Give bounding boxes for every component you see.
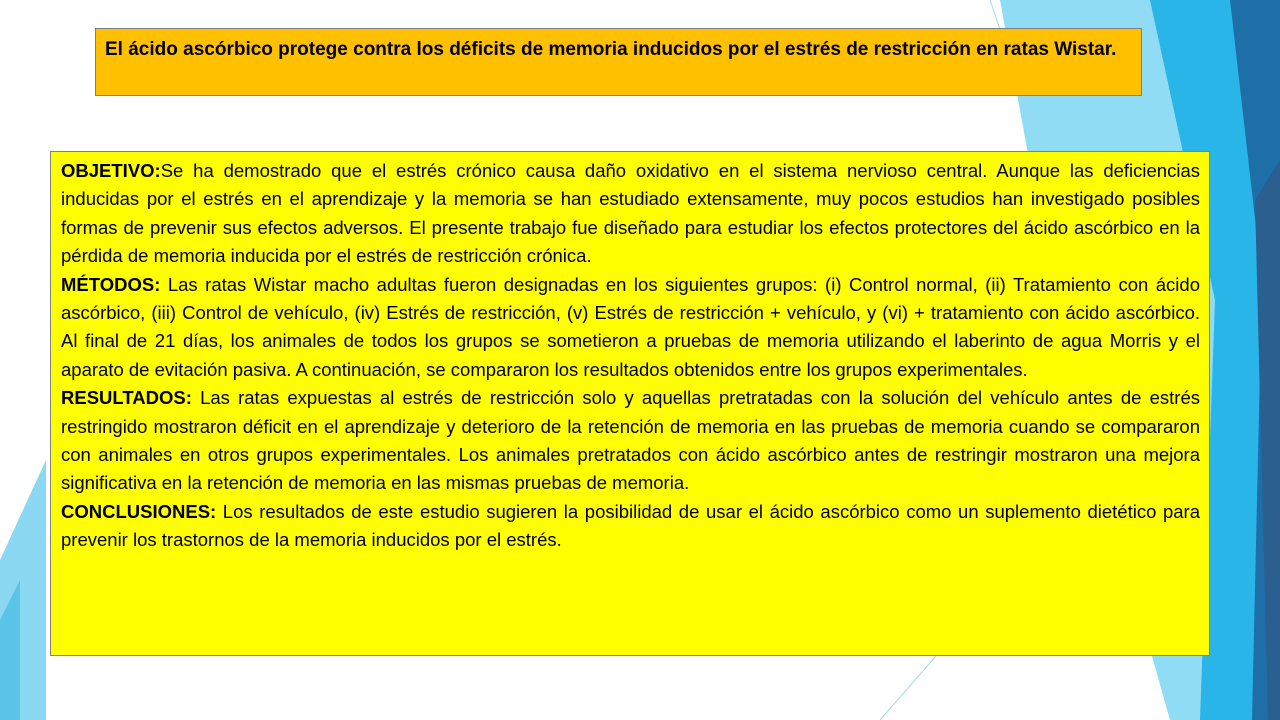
section-label-metodos: MÉTODOS: [61, 273, 161, 295]
section-label-resultados: RESULTADOS: [61, 387, 192, 409]
section-text-objetivo: Se ha demostrado que el estrés crónico causa daño oxidativo en el sistema nervioso central. Aunque las deficiencias inducidas por el estrés en el aprendizaje y la memoria se han estudiado extensamente, muy pocos estudios han investigado posibles formas de prevenir sus efectos adversos. El presente trabajo fue diseñado para estudiar los efectos protectores del ácido ascórbico en la pérdida de memoria inducida por el estrés de restricción crónica. [61, 160, 1200, 267]
section-label-objetivo: OBJETIVO: [61, 160, 161, 181]
slide-title: El ácido ascórbico protege contra los déficits de memoria inducidos por el estrés de restricción en ratas Wistar. [95, 28, 1142, 96]
section-conclusiones [61, 498, 1200, 555]
section-text-resultados: Las ratas expuestas al estrés de restricción solo y aquellas pretratadas con la solución del vehículo antes de estrés restringido mostraron déficit en el aprendizaje y deterioro de la retención de memoria en las pruebas de memoria cuando se compararon con animales en otros grupos experimentales. Los animales pretratados con ácido ascórbico antes de restringir mostraron una mejora significativa en la retención de memoria en las mismas pruebas de memoria. [61, 387, 1200, 494]
section-objetivo [61, 157, 1200, 271]
section-metodos [61, 271, 1200, 385]
section-text-conclusiones: Los resultados de este estudio sugieren la posibilidad de usar el ácido ascórbico como un suplemento dietético para prevenir los trastornos de la memoria inducidos por el estrés. [61, 500, 1200, 551]
section-text-metodos: Las ratas Wistar macho adultas fueron designadas en los siguientes grupos: (i) Control normal, (ii) Tratamiento con ácido ascórbico, (iii) Control de vehículo, (iv) Estrés de restricción, (v) Estrés de restricción + vehículo, y (vi) + tratamiento con ácido ascórbico. Al final de 21 días, los animales de todos los grupos se sometieron a pruebas de memoria utilizando el laberinto de agua Morris y el aparato de evitación pasiva. A continuación, se compararon los resultados obtenidos entre los grupos experimentales. [61, 273, 1200, 380]
section-label-conclusiones: CONCLUSIONES: [61, 500, 217, 522]
section-resultados [61, 384, 1200, 498]
abstract-box [50, 151, 1210, 656]
